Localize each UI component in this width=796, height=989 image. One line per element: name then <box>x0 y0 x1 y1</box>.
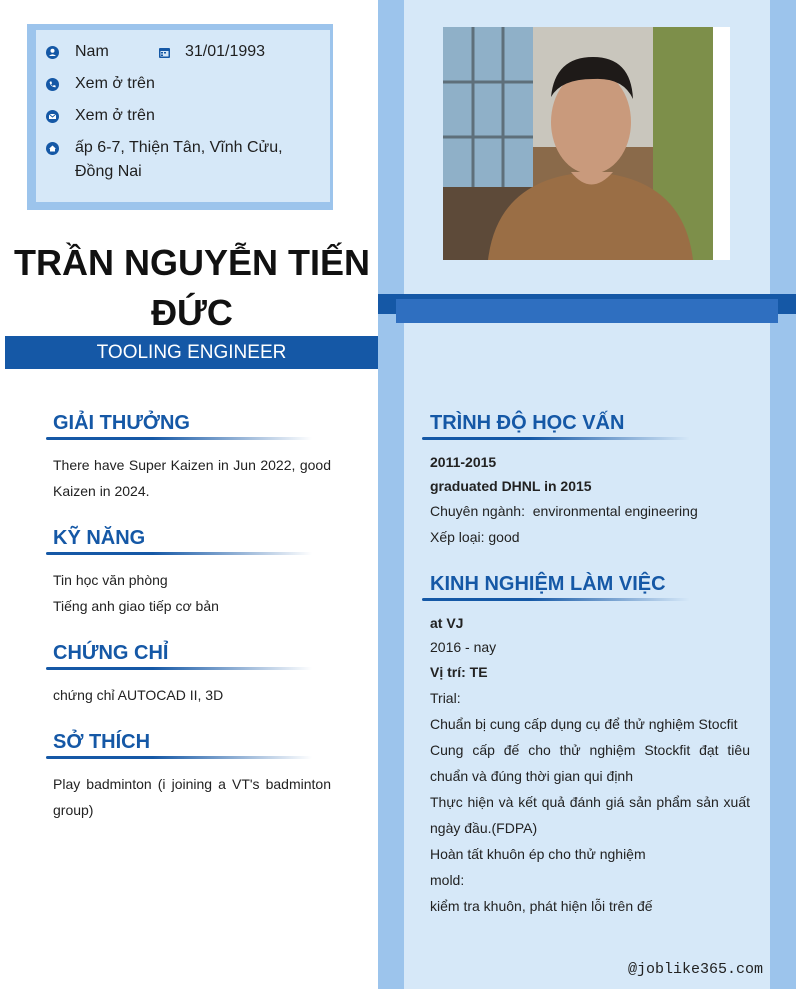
education-period: 2011-2015 <box>430 454 497 470</box>
education-major: Chuyên ngành: environmental engineering <box>430 503 698 519</box>
experience-block <box>430 611 750 919</box>
experience-period: 2016 - nay <box>430 639 497 655</box>
hobbies-rule <box>46 756 312 759</box>
experience-line: kiểm tra khuôn, phát hiện lỗi trên đế <box>430 898 653 914</box>
experience-rule <box>422 598 690 601</box>
skill-item: Tiếng anh giao tiếp cơ bản <box>53 598 219 614</box>
divider-band-inner <box>396 299 778 323</box>
experience-company: at VJ <box>430 615 464 631</box>
phone-icon <box>46 78 59 91</box>
awards-text: There have Super Kaizen in Jun 2022, good Kaizen in 2024. <box>53 457 331 499</box>
skills-rule <box>46 552 312 555</box>
experience-line: Trial: <box>430 690 461 706</box>
skills-heading: KỸ NĂNG <box>53 527 146 549</box>
awards-heading: GIẢI THƯỞNG <box>53 412 190 434</box>
hobbies-text: Play badminton (i joining a VT's badminton group) <box>53 776 331 818</box>
certificates-heading: CHỨNG CHỈ <box>53 642 169 664</box>
certificates-rule <box>46 667 312 670</box>
email-text: Xem ở trên <box>75 107 155 124</box>
job-title: TOOLING ENGINEER <box>5 336 378 369</box>
skill-item: Tin học văn phòng <box>53 572 168 588</box>
education-rule <box>422 437 690 440</box>
user-icon <box>46 46 59 59</box>
candidate-name: TRẦN NGUYỄN TIẾN ĐỨC <box>13 242 370 333</box>
footer-watermark: @joblike365.com <box>628 961 764 978</box>
experience-line: Hoàn tất khuôn ép cho thử nghiệm <box>430 846 646 862</box>
right-stripe <box>770 0 796 989</box>
experience-line: mold: <box>430 872 465 888</box>
experience-line: Thực hiện và kết quả đánh giá sản phẩm sản xuất ngày đầu.(FDPA) <box>430 794 750 836</box>
education-block <box>430 450 750 550</box>
experience-position: Vị trí: TE <box>430 664 488 680</box>
hobbies-heading: SỞ THÍCH <box>53 731 151 753</box>
education-grade: Xếp loại: good <box>430 529 520 545</box>
education-school: graduated DHNL in 2015 <box>430 478 592 494</box>
skills-list <box>53 567 331 619</box>
experience-line: Chuẩn bị cung cấp dụng cụ để thử nghiệm Stocfit <box>430 716 738 732</box>
experience-heading: KINH NGHIỆM LÀM VIỆC <box>430 573 666 595</box>
left-stripe <box>378 0 404 989</box>
education-heading: TRÌNH ĐỘ HỌC VẤN <box>430 412 625 434</box>
address-text: ấp 6-7, Thiện Tân, Vĩnh Cửu, Đồng Nai <box>75 139 283 180</box>
profile-photo <box>443 27 730 260</box>
certificates-text: chứng chỉ AUTOCAD II, 3D <box>53 687 224 703</box>
experience-line: Cung cấp đế cho thử nghiệm Stockfit đạt tiêu chuẩn và đúng thời gian qui định <box>430 742 750 784</box>
home-icon <box>46 142 59 155</box>
phone-text: Xem ở trên <box>75 75 155 92</box>
awards-rule <box>46 437 312 440</box>
gender-text: Nam <box>75 43 109 60</box>
calendar-icon <box>158 46 171 59</box>
email-icon <box>46 110 59 123</box>
dob-text: 31/01/1993 <box>185 43 266 60</box>
profile-photo-illustration <box>443 27 730 260</box>
